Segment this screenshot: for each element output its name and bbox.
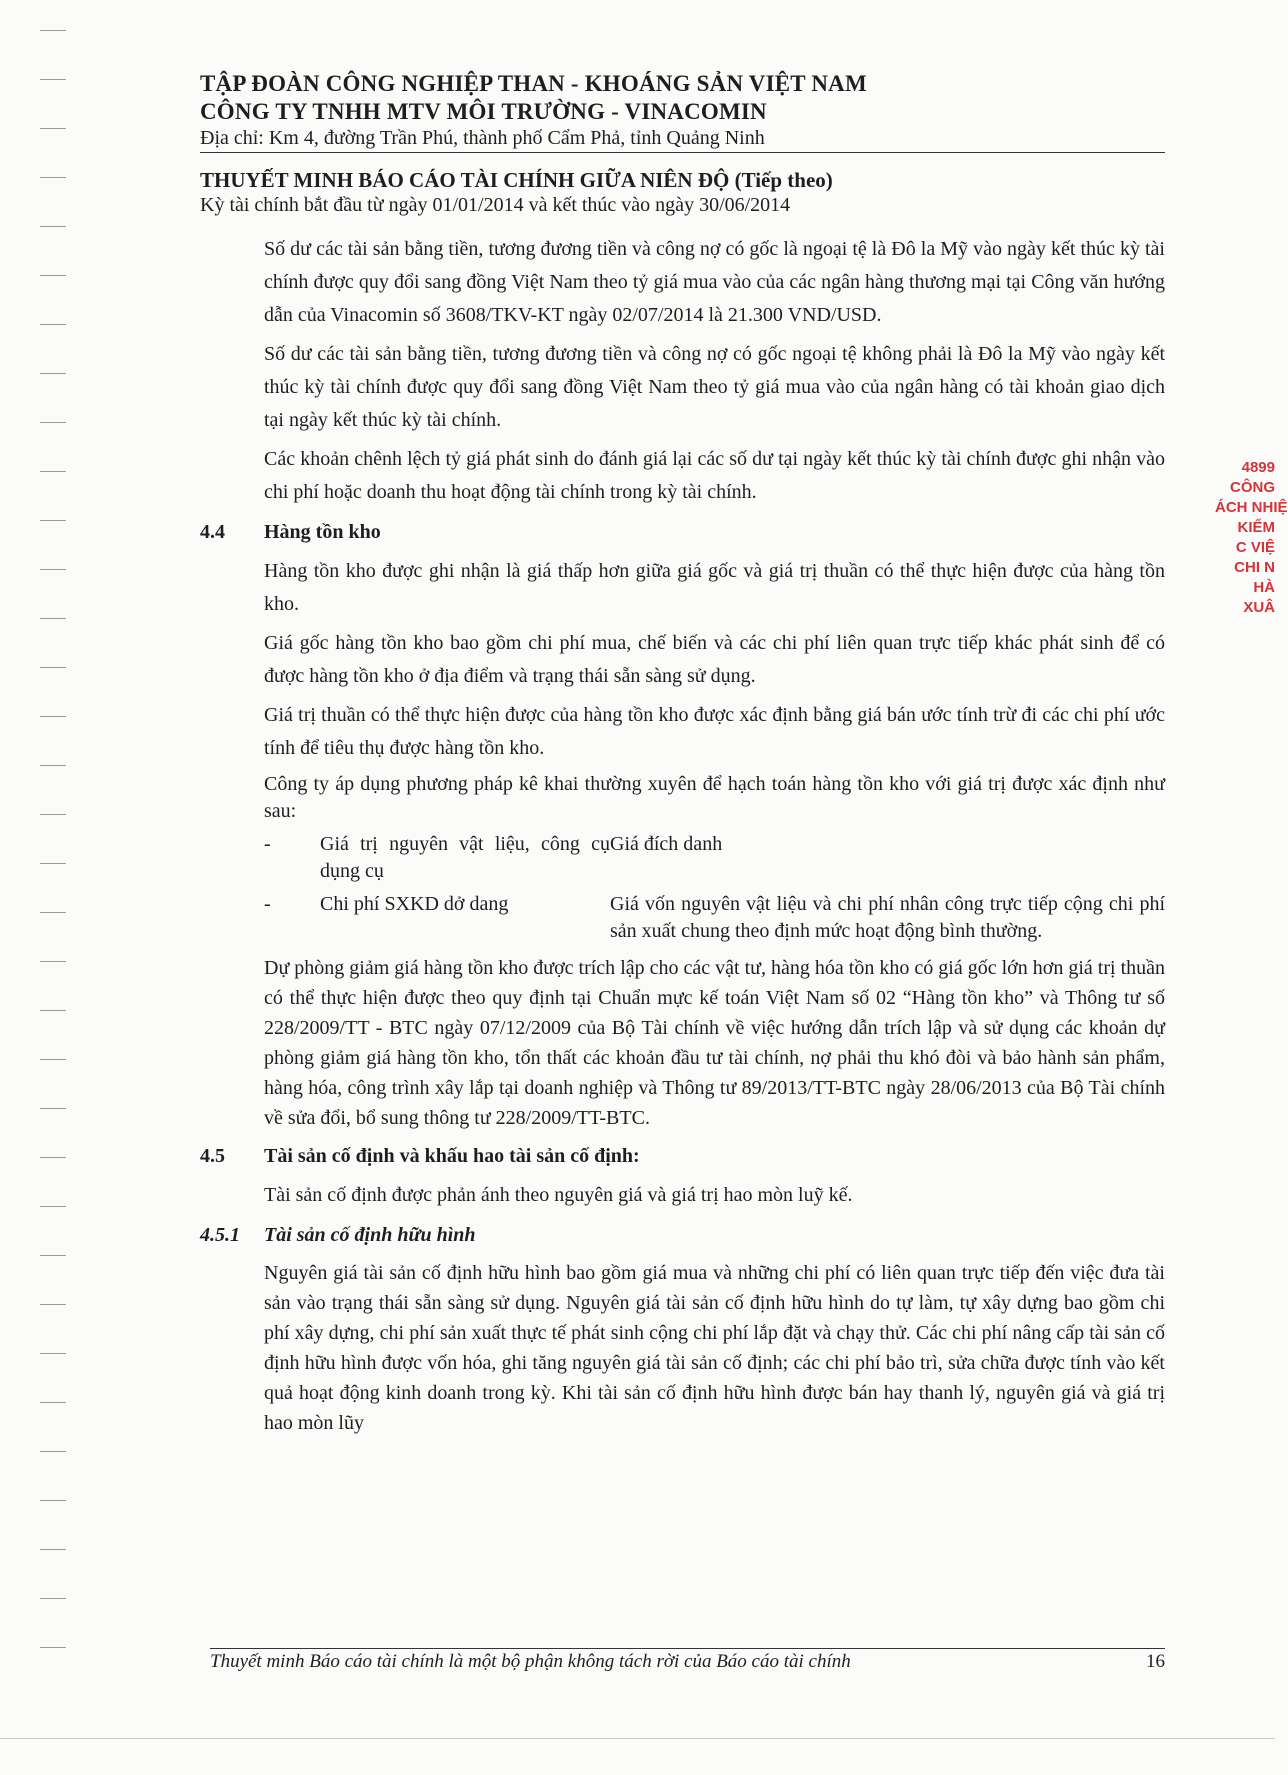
inventory-paragraph-4: Công ty áp dụng phương pháp kê khai thường xuyên để hạch toán hàng tồn kho với giá trị được xác định như sau:: [264, 773, 1165, 822]
section-title: Hàng tồn kho: [264, 521, 381, 543]
section-number: 4.5: [200, 1145, 225, 1167]
footer-note: Thuyết minh Báo cáo tài chính là một bộ phận không tách rời của Báo cáo tài chính: [210, 1651, 851, 1672]
company-seal: 4899 CÔNG ÁCH NHIỆ KIỂM C VIỆ CHI N HÀ XUÂ: [1215, 459, 1288, 616]
intro-paragraph-3: Các khoản chênh lệch tỷ giá phát sinh do đánh giá lại các số dư tại ngày kết thúc kỳ tài chính được ghi nhận vào chi phí hoặc doanh thu hoạt động tài chính trong kỳ tài chính.: [264, 448, 1165, 503]
inventory-paragraph-2: Giá gốc hàng tồn kho bao gồm chi phí mua, chế biến và các chi phí liên quan trực tiếp khác phát sinh để có được hàng tồn kho ở địa điểm và trạng thái sẵn sàng sử dụng.: [264, 632, 1165, 687]
document-page: [200, 70, 1165, 1444]
section-number: 4.5.1: [200, 1224, 240, 1246]
inventory-paragraph-3: Giá trị thuần có thể thực hiện được của hàng tồn kho được xác định bằng giá bán ước tính trừ đi các chi phí ước tính để tiêu thụ được hàng tồn kho.: [264, 704, 1165, 759]
company-name: CÔNG TY TNHH MTV MÔI TRƯỜNG - VINACOMIN: [200, 99, 767, 124]
list-item-desc: Giá đích danh: [610, 833, 723, 855]
page-number: 16: [1146, 1651, 1165, 1672]
section-4-5-heading: [200, 1141, 1165, 1171]
list-item-term: Giá trị nguyên vật liệu, công cụ dụng cụ: [320, 833, 610, 882]
tangible-assets-paragraph: Nguyên giá tài sản cố định hữu hình bao gồm giá mua và những chi phí có liên quan trực tiếp đến việc đưa tài sản vào trạng thái sẵn sàng sử dụng. Nguyên giá tài sản cố định hữu hình do tự làm, tự xây dựng bao gồm chi phí xây dựng, chi phí sản xuất thực tế phát sinh cộng chi phí lắp đặt và chạy thử. Các chi phí nâng cấp tài sản cố định hữu hình được vốn hóa, ghi tăng nguyên giá tài sản cố định; các chi phí bảo trì, sửa chữa được tính vào kết quả hoạt động kinh doanh trong kỳ. Khi tài sản cố định hữu hình được bán hay thanh lý, nguyên giá và giá trị hao mòn lũy: [264, 1262, 1165, 1434]
intro-paragraph-2: Số dư các tài sản bằng tiền, tương đương tiền và công nợ có gốc ngoại tệ không phải là Đô la Mỹ vào ngày kết thúc kỳ tài chính được quy đổi sang đồng Việt Nam theo tỷ giá mua vào của ngân hàng có tài khoản giao dịch tại ngày kết thúc kỳ tài chính.: [264, 343, 1165, 431]
section-4-5-1-heading: [200, 1220, 1165, 1250]
report-title: THUYẾT MINH BÁO CÁO TÀI CHÍNH GIỮA NIÊN ĐỘ (Tiếp theo): [200, 168, 833, 192]
section-title: Tài sản cố định hữu hình: [264, 1224, 476, 1246]
section-number: 4.4: [200, 521, 225, 543]
list-item-desc: Giá vốn nguyên vật liệu và chi phí nhân công trực tiếp cộng chi phí sản xuất chung theo định mức hoạt động bình thường.: [610, 893, 1165, 942]
list-item: - Giá trị nguyên vật liệu, công cụ dụng cụ Giá đích danh: [264, 831, 1165, 885]
list-item-term: Chi phí SXKD dở dang: [320, 893, 509, 915]
inventory-paragraph-1: Hàng tồn kho được ghi nhận là giá thấp hơn giữa giá gốc và giá trị thuần có thể thực hiện được của hàng tồn kho.: [264, 560, 1165, 615]
valuation-list: [264, 831, 1165, 945]
page-footer: [210, 1648, 1165, 1673]
document-body: [200, 233, 1165, 1438]
company-address: Địa chỉ: Km 4, đường Trần Phú, thành phố Cẩm Phả, tỉnh Quảng Ninh: [200, 126, 1165, 153]
section-title: Tài sản cố định và khấu hao tài sản cố định:: [264, 1145, 640, 1167]
fixed-assets-paragraph: Tài sản cố định được phản ánh theo nguyên giá và giá trị hao mòn luỹ kế.: [264, 1184, 853, 1206]
intro-paragraph-1: Số dư các tài sản bằng tiền, tương đương tiền và công nợ có gốc là ngoại tệ là Đô la Mỹ vào ngày kết thúc kỳ tài chính được quy đổi sang đồng Việt Nam theo tỷ giá mua vào của các ngân hàng thương mại tại Công văn hướng dẫn của Vinacomin số 3608/TKV-KT ngày 02/07/2014 là 21.300 VND/USD.: [264, 238, 1165, 326]
section-4-4-heading: [200, 517, 1165, 547]
report-period: Kỳ tài chính bắt đầu từ ngày 01/01/2014 và kết thúc vào ngày 30/06/2014: [200, 194, 791, 216]
list-item: - Chi phí SXKD dở dang Giá vốn nguyên vật liệu và chi phí nhân công trực tiếp cộng chi phí sản xuất chung theo định mức hoạt động bình thường.: [264, 891, 1165, 945]
group-name: TẬP ĐOÀN CÔNG NGHIỆP THAN - KHOÁNG SẢN VIỆT NAM: [200, 71, 867, 96]
inventory-paragraph-5: Dự phòng giảm giá hàng tồn kho được trích lập cho các vật tư, hàng hóa tồn kho có giá gốc lớn hơn giá trị thuần có thể thực hiện được theo quy định tại Chuẩn mực kế toán Việt Nam số 02 “Hàng tồn kho” và Thông tư số 228/2009/TT - BTC ngày 07/12/2009 của Bộ Tài chính về việc hướng dẫn trích lập và sử dụng các khoản dự phòng giảm giá hàng tồn kho, tổn thất các khoản đầu tư tài chính, nợ phải thu khó đòi và bảo hành sản phẩm, hàng hóa, công trình xây lắp tại doanh nghiệp và Thông tư 89/2013/TT-BTC ngày 28/06/2013 của Bộ Tài chính về sửa đổi, bổ sung thông tư 228/2009/TT-BTC.: [264, 957, 1165, 1129]
scan-edge: [0, 1738, 1275, 1739]
binding-marks: [40, 30, 70, 1696]
